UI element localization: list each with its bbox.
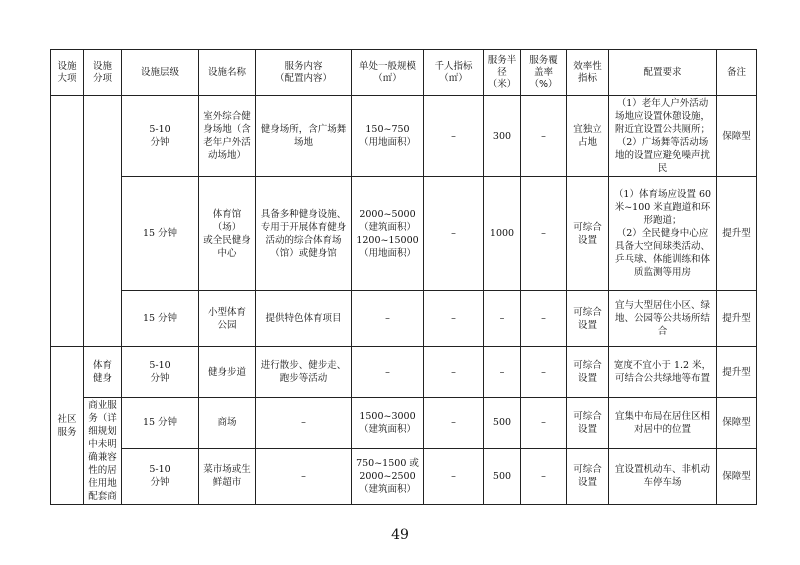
- header-sub-item: 设施 分项: [84, 50, 122, 96]
- header-major-item: 设施 大项: [51, 50, 84, 96]
- header-scale: 单处一般规模 （㎡）: [352, 50, 424, 96]
- facility-name-cell: 商场: [199, 398, 256, 449]
- sub-item-cell: 商业服 务（详 细规划 中未明 确兼容 性的居 住用地 配套商: [84, 398, 122, 505]
- coverage-cell: –: [521, 448, 567, 504]
- note-cell: 保障型: [717, 96, 757, 177]
- service-content-cell: –: [256, 398, 352, 449]
- table-row: [51, 448, 757, 504]
- sub-item-cell-empty: [84, 96, 122, 347]
- facility-config-table: [50, 49, 757, 505]
- radius-cell: –: [484, 291, 521, 347]
- note-cell: 提升型: [717, 291, 757, 347]
- level-cell: 15 分钟: [122, 177, 199, 291]
- per-thousand-cell: –: [424, 96, 484, 177]
- header-requirements: 配置要求: [609, 50, 717, 96]
- radius-cell: –: [484, 347, 521, 398]
- header-radius: 服务半 径 （米）: [484, 50, 521, 96]
- requirements-cell: （1）老年人户外活动场地应设置休憩设施，附近宜设置公共厕所； （2）广场舞等活动场地的设置应避免噪声扰民: [609, 96, 717, 177]
- efficiency-cell: 可综合 设置: [567, 347, 609, 398]
- scale-cell: 2000~5000 （建筑面积） 1200~15000 （用地面积）: [352, 177, 424, 291]
- scale-cell: 750~1500 或 2000~2500 （建筑面积）: [352, 448, 424, 504]
- facility-name-cell: 健身步道: [199, 347, 256, 398]
- facility-name-cell: 菜市场或生 鲜超市: [199, 448, 256, 504]
- level-cell: 5-10 分钟: [122, 96, 199, 177]
- table-row: [51, 291, 757, 347]
- requirements-cell: 宜集中布局在居住区相对居中的位置: [609, 398, 717, 449]
- page-number: 49: [391, 527, 409, 543]
- per-thousand-cell: –: [424, 398, 484, 449]
- sub-item-cell: 体育 健身: [84, 347, 122, 398]
- per-thousand-cell: –: [424, 177, 484, 291]
- scale-cell: –: [352, 291, 424, 347]
- efficiency-cell: 宜独立 占地: [567, 96, 609, 177]
- radius-cell: 1000: [484, 177, 521, 291]
- requirements-cell: （1）体育场应设置 60 米~100 米直跑道和环形跑道； （2）全民健身中心应具备大空间球类活动、乒乓球、体能训练和体质监测等用房: [609, 177, 717, 291]
- note-cell: 提升型: [717, 177, 757, 291]
- service-content-cell: 具备多种健身设施、专用于开展体育健身活动的综合体育场（馆）或健身馆: [256, 177, 352, 291]
- note-cell: 提升型: [717, 347, 757, 398]
- header-note: 备注: [717, 50, 757, 96]
- efficiency-cell: 可综合 设置: [567, 448, 609, 504]
- efficiency-cell: 可综合 设置: [567, 177, 609, 291]
- major-item-cell: 社区 服务: [51, 347, 84, 505]
- facility-name-cell: 室外综合健 身场地（含 老年户外活 动场地）: [199, 96, 256, 177]
- scale-cell: 150~750 （用地面积）: [352, 96, 424, 177]
- header-efficiency: 效率性 指标: [567, 50, 609, 96]
- level-cell: 15 分钟: [122, 291, 199, 347]
- facility-name-cell: 体育馆（场） 或全民健身 中心: [199, 177, 256, 291]
- table-row: [51, 347, 757, 398]
- coverage-cell: –: [521, 96, 567, 177]
- requirements-cell: 宜与大型居住小区、绿地、公园等公共场所结合: [609, 291, 717, 347]
- radius-cell: 500: [484, 398, 521, 449]
- header-facility-name: 设施名称: [199, 50, 256, 96]
- table-row: [51, 398, 757, 449]
- requirements-cell: 宽度不宜小于 1.2 米，可结合公共绿地等布置: [609, 347, 717, 398]
- efficiency-cell: 可综合 设置: [567, 398, 609, 449]
- table-header-row: [51, 50, 757, 96]
- header-coverage: 服务覆 盖率 （%）: [521, 50, 567, 96]
- requirements-cell: 宜设置机动车、非机动车停车场: [609, 448, 717, 504]
- major-item-cell-empty: [51, 96, 84, 347]
- coverage-cell: –: [521, 398, 567, 449]
- service-content-cell: –: [256, 448, 352, 504]
- coverage-cell: –: [521, 347, 567, 398]
- per-thousand-cell: –: [424, 347, 484, 398]
- radius-cell: 500: [484, 448, 521, 504]
- coverage-cell: –: [521, 291, 567, 347]
- table-row: [51, 96, 757, 177]
- coverage-cell: –: [521, 177, 567, 291]
- header-service-content: 服务内容 （配置内容）: [256, 50, 352, 96]
- header-level: 设施层级: [122, 50, 199, 96]
- facility-name-cell: 小型体育 公园: [199, 291, 256, 347]
- level-cell: 5-10 分钟: [122, 448, 199, 504]
- efficiency-cell: 可综合 设置: [567, 291, 609, 347]
- per-thousand-cell: –: [424, 291, 484, 347]
- per-thousand-cell: –: [424, 448, 484, 504]
- note-cell: 保障型: [717, 398, 757, 449]
- service-content-cell: 进行散步、健步走、跑步等活动: [256, 347, 352, 398]
- scale-cell: 1500~3000 （建筑面积）: [352, 398, 424, 449]
- service-content-cell: 提供特色体育项目: [256, 291, 352, 347]
- scale-cell: –: [352, 347, 424, 398]
- table-row: [51, 177, 757, 291]
- service-content-cell: 健身场所，含广场舞场地: [256, 96, 352, 177]
- radius-cell: 300: [484, 96, 521, 177]
- note-cell: 保障型: [717, 448, 757, 504]
- header-per-thousand: 千人指标 （㎡）: [424, 50, 484, 96]
- level-cell: 15 分钟: [122, 398, 199, 449]
- level-cell: 5-10 分钟: [122, 347, 199, 398]
